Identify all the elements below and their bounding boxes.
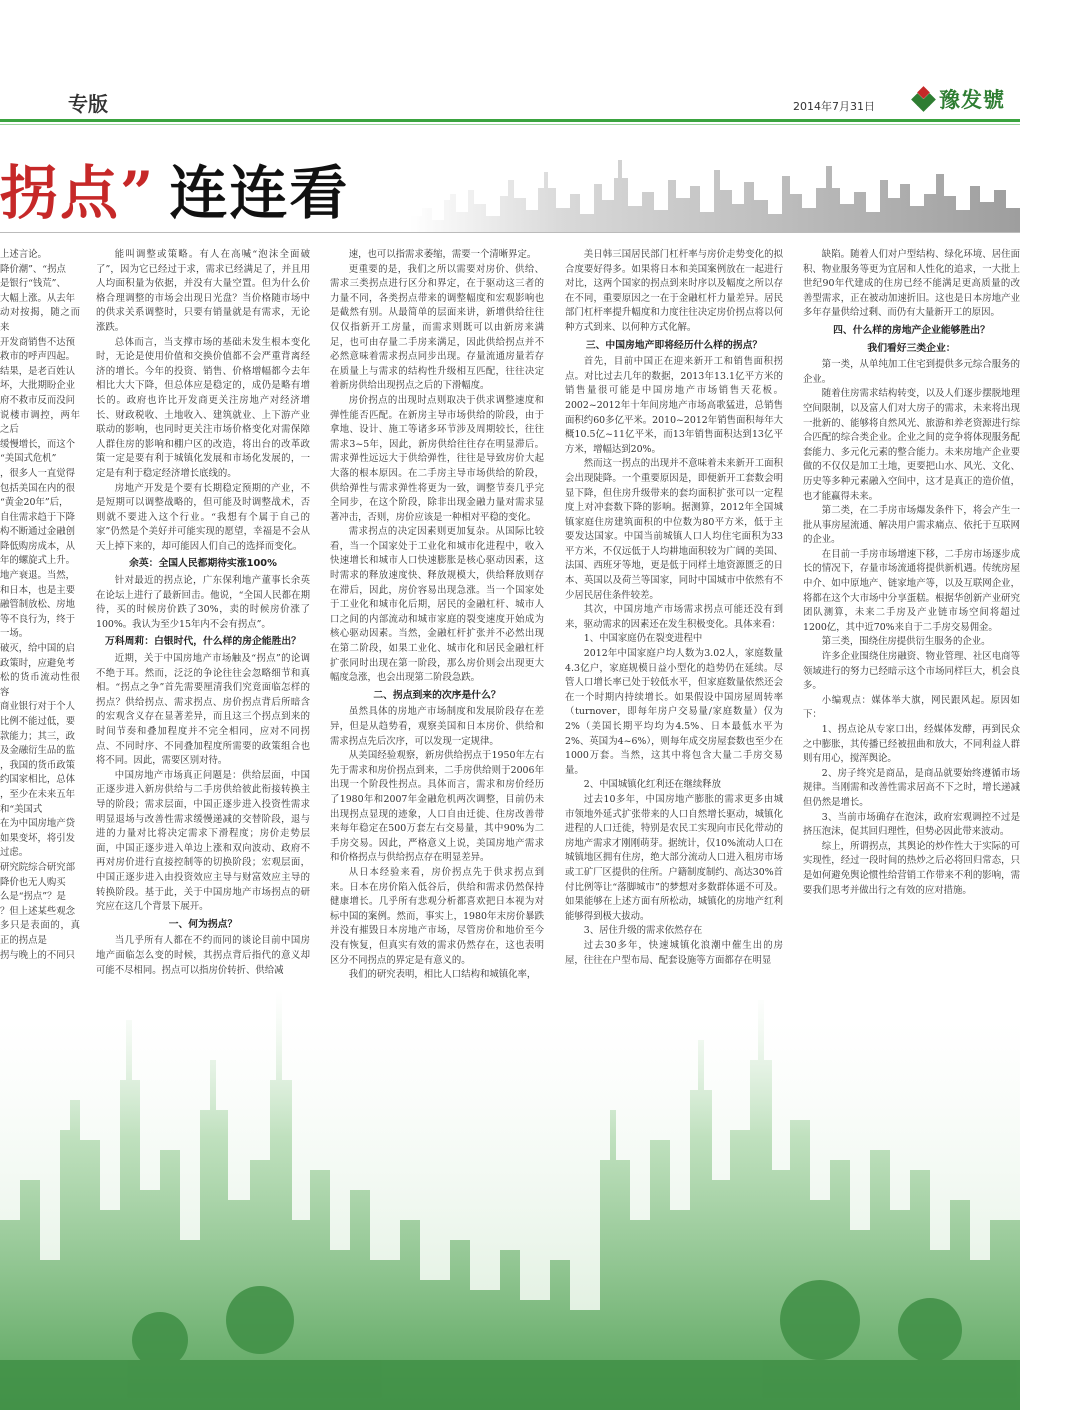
paragraph: 1、拐点论从专家口出，经媒体发酵，再到民众之中膨胀，其传播已经被扭曲和放大，不同利益人群则有用心，搅浑舆论。: [803, 724, 1020, 765]
paragraph: 速，也可以指需求萎缩，需要一个清晰界定。: [348, 249, 537, 260]
paragraph: 2、房子终究是商品，是商品就要始终遵循市场规律。当刚需和改善性需求居高不下之时，增长递减但仍然是增长。: [803, 767, 1020, 808]
paragraph: 上述言论。: [0, 249, 47, 260]
paragraph: 是银行“钱荒”、: [0, 278, 66, 290]
paragraph: 比例不能过低，要: [0, 716, 76, 727]
header-rule: [0, 119, 1020, 122]
paragraph: 地产衰退。当然，: [0, 570, 76, 582]
paragraph: ，至少在未来五年: [0, 788, 76, 800]
paragraph: 包括美国在内的很: [0, 482, 76, 494]
paragraph: 拐与晚上的不同只: [0, 949, 76, 961]
paragraph: 一场。: [0, 628, 29, 640]
paragraph: 过去10多年，中国房地产膨胀的需求更多由城市领地外延式扩张带来的人口自然增长驱动，城镇化进程的人口迁徙，特别是农民工实现向市民化带动的房地产需求才刚刚萌芽。据统计，仅10%流动人口在城镇地区拥有住房，绝大部分流动人口进入租房市场或工矿厂区提供的住所。户籍制度制约、高达30%首付比例等让“落脚城市”的梦想对多数群体遥不可及。如果能够在上述方面有所松动，城镇化的房地产红利能够得到极大拔动。: [565, 793, 783, 922]
paragraph: 研究院综合研究部: [0, 861, 76, 873]
paragraph: 小编观点：媒体举大旗，网民跟风起。原因如下：: [803, 694, 1020, 721]
paragraph: 其次，中国房地产市场需求拐点可能还没有到来，驱动需求的因素还在发生积极变化。具体来看：: [565, 604, 783, 630]
paragraph: 美日韩三国居民部门杠杆率与房价走势变化的拟合度要好得多。如果将日本和美国案例放在一起进行对比，这两个国家的拐点到来时序以及幅度之所以存在不同，重要原因之一在于金融杠杆力量差异。居民部门杠杆率提升幅度和力度往往决定房价拐点将以何种方式到来、以何种方式化解。: [565, 249, 783, 333]
paragraph: 从日本经验来看，房价拐点先于供求拐点到来。日本在房价陷入低谷后，供给和需求仍然保持健康增长。几乎所有悲观分析都喜欢把日本视为对标中国的案例。然而，事实上，1980年末房价暴跌并没有摧毁日本房地产市场，尽管房价和地价至今没有恢复，但真实有效的需求仍然存在，这也表明区分不同拐点的界定是有意义的。: [330, 866, 544, 966]
paragraph: 和日本，也是主要: [0, 584, 76, 596]
green-city-illustration: [0, 960, 1020, 1410]
paragraph: 降价也无人购买: [0, 876, 66, 888]
paragraph: 政策时，应避免考: [0, 657, 76, 669]
paragraph: 救市的呼声四起。: [0, 351, 76, 363]
paragraph: 破灭，给中国的启: [0, 643, 76, 655]
paragraph: 缺陷。随着人们对户型结构、绿化环境、居住面积、物业服务等更为宜居和人性化的追求，一大批上世纪90年代建成的住房已经不能满足更高质量的改善型需求，正在被动加速折旧。这也是日本房地产业多年存量供给过剩、而仍有大量新开工的原因。: [803, 249, 1020, 319]
paragraph: 缓慢增长，而这个: [0, 438, 76, 450]
paragraph: ？但上述某些观念: [0, 905, 76, 917]
paragraph: 2012年中国家庭户均人数为3.02人，家庭数量4.3亿户，家庭规模日益小型化的趋势仍在延续。尽管人口增长率已处于较低水平，但家庭数量依然还会在一个时期内持续增长。如果假设中国房屋周转率（turnover，即每年房户交易量/家庭数量）仅为2%（美国长期平均均为4.5%、日本最低水平为2%、英国为4~6%），则每年成交房屋套数也至少在1000万套。当然，这其中将包含大量二手房交易量。: [565, 648, 783, 776]
paragraph: 3、当前市场确存在泡沫，政府宏观调控不过是挤压泡沫，促其回归理性，但势必因此带来波动。: [803, 811, 1020, 838]
paragraph: 从美国经验观察，新房供给拐点于1950年左右先于需求和房价拐点到来，二手房供给则于2006年出现一个阶段性拐点。具体而言，需求和房价经历了1980年和2007年金融危机两次调整，目前仍未出现拐点显现的迹象，人口自由迁徙、住房改善带来每年稳定在500万套左右交易量，其中90%为二手房交易。因此，严格意义上说，美国房地产需求和价格拐点与供给拐点存在明显差异。: [330, 750, 544, 864]
paragraph: 房价拐点的出现时点则取决于供求调整速度和弹性能否匹配。在新房主导市场供给的阶段，由于拿地、设计、施工等诸多环节涉及周期较长，往往需求3~5年，因此，新房供给往往存在明显滞后。需求弹性远远大于供给弹性，往往是导致房价大起大落的根本原因。在二手房主导市场供给的阶段，供给弹性与需求弹性将更为一致，调整节奏几乎完全同步，在这个阶段，除非出现金融力量对需求显著冲击，否则，房价应该是一种相对平稳的变化。: [330, 394, 544, 523]
paragraph: 1、中国家庭仍在裂变进程中: [583, 633, 703, 645]
section-heading: 万科周莉：白银时代，什么样的房企能胜出？: [105, 636, 301, 648]
column-3: [330, 248, 544, 981]
paragraph: 说楼市调控，两年之后: [0, 409, 80, 436]
section-heading: 二、拐点到来的次序是什么？: [373, 689, 501, 701]
paragraph: 及金融衍生品的监: [0, 745, 76, 757]
paragraph: “美国式危机”: [0, 453, 57, 465]
paragraph: 如果变坏，将引发: [0, 832, 76, 844]
column-4: [565, 248, 783, 966]
paragraph: 和“美国式: [0, 803, 43, 815]
section-heading: 余英：全国人民都期待实涨100%: [129, 558, 277, 570]
paragraph: 在目前一手房市场增速下移，二手房市场逐步成长的情况下，存量市场流通将提供新机遇。传统房屋中介、如中原地产、链家地产等，以及互联网企业，将都在这个大市场中分享蛋糕。根据华创新产业研究团队测算，未来二手房及产业链市场空间将超过1200亿，其中近70%来自于二手房交易佣金。: [803, 548, 1020, 633]
paragraph: “黄金20年”后，: [0, 497, 69, 509]
skyline-banner: [410, 150, 1020, 232]
section-heading: 一、何为拐点？: [168, 918, 238, 930]
paragraph: 商业银行对于个人: [0, 701, 76, 713]
column-5: [803, 248, 1020, 896]
paragraph: 第三类，围绕住房提供衍生服务的企业。: [821, 636, 991, 648]
paragraph: 结果，是老百姓认: [0, 365, 76, 377]
logo-text: 豫发號: [939, 87, 1005, 112]
paragraph: 房地产开发是个要有长期稳定预期的产业，不是短期可以调整战略的，但可能及时调整战术，否则就不要进入这个行业。“我想有个属于自己的家”仍然是个美好并可能实现的愿望，幸福是不会从天上掉下来的，却可能因人们自己的选择而变化。: [96, 482, 310, 552]
paragraph: 随着住房需求结构转变，以及人们逐步摆脱地理空间限制，以及富人们对大房子的需求，未来将出现一批新的、能够将自然风光、旅游和养老资源进行综合匹配的综合类企业。企业之间的竞争将体现服务配套能力、多元化元素的整合能力。未来房地产企业要做的不仅仅是加工土地，更要把山水、风光、文化、历史等多种元素融入空间中，这才是真正的造价值，也才能赢得未来。: [803, 388, 1020, 502]
paragraph: 过去30多年，快速城镇化浪潮中催生出的房屋，往往在户型布局、配套设施等方面都存在明显: [565, 939, 783, 966]
paragraph: ，很多人一直觉得: [0, 467, 76, 479]
paragraph: 能叫调整或策略。有人在高喊“泡沫全面破了”，因为它已经过于求，需求已经满足了，并且用人均面积量为依据，并没有大量空置。但为什么价格合理调整的市场会出现日光盘？当价格随市场中的供求关系调整时，只要有销量就是有需求，无论涨跌。: [96, 249, 310, 333]
headline: [0, 146, 349, 230]
paragraph: 虽然具体的房地产市场制度和发展阶段存在差异，但是从趋势看，观察美国和日本房价、供给和需求拐点先后次序，可以发现一定规律。: [330, 706, 544, 747]
column-1: [0, 248, 80, 961]
paragraph: 降低购房成本，从: [0, 540, 76, 552]
paragraph: 近期，关于中国房地产市场触及“拐点”的论调不绝于耳。然而，泛泛的争论往往会忽略细节和真相。“拐点之争”首先需要厘清我们究竟面临怎样的拐点？供给拐点、需求拐点、房价拐点背后所暗含的宏观含义存在显著差异，而且这三个拐点到来的时间节奏和叠加程度并不完全相同，应对不同拐点、不同时序、不同叠加程度所需要的政策组合也将不同。因此，需要区别对待。: [96, 653, 310, 767]
paragraph: 大幅上涨。从去年: [0, 292, 76, 304]
paragraph: 降价潮”、“拐点: [0, 263, 66, 275]
paragraph: 当几乎所有人都在不约而同的谈论目前中国房地产面临怎么变的时候，其拐点背后指代的意义却可能不尽相同。拐点可以指房价转折、供给减: [96, 935, 310, 976]
paragraph: 2、中国城镇化红利还在继续释放: [583, 779, 722, 791]
paragraph: 然而这一拐点的出现并不意味着未来新开工面积会出现陡降。一个重要原因是，即便新开工套数会明显下降，但住房升级带来的套均面积扩张可以一定程度上对冲套数下降的影响。据测算，2012年全国城镇家庭住房建筑面积的中位数为80平方米，低于主要发达国家。中国当前城镇人口人均住宅面积为33平方米，不仅远低于人均耕地面积较为广阔的美国、法国、西班牙等地，更是低于同样土地资源匮乏的日本、英国以及荷兰等国家，同时中国城市中依然有不少居民居住条件较差。: [565, 458, 783, 601]
paragraph: 松的货币流动性很容: [0, 672, 80, 698]
logo-diamond-icon: [913, 88, 935, 110]
paragraph: 总体而言，当支撑市场的基础未发生根本变化时，无论是使用价值和交换价值都不会严重背离经济的增长。今年的投资、销售、价格增幅都今去年相比大大下降，但总体应是稳定的，成仍是略有增长的。政府也许比开发商更关注房地产对经济增长、财政税收、土地收入、建筑就业、上下游产业联动的影响，也同时更关注市场价格变化对需保障人群住房的影响和棚户区的改造，将出台的改革政策一定是要有利于城镇化发展和市场化发展的，一定是有利于稳定经济增长底线的。: [96, 336, 310, 479]
paragraph: 融管制放松、房地: [0, 599, 76, 611]
paragraph: 年的螺旋式上升。: [0, 555, 76, 567]
paragraph: 等不良行为，终于: [0, 613, 76, 625]
header-rule-thin: [0, 124, 1020, 125]
section-heading: 我们看好三类企业：: [867, 342, 956, 354]
paragraph: ，我国的货币政策: [0, 759, 76, 771]
paragraph: 综上，所谓拐点，其舆论的炒作性大于实际的可实现性，经过一段时间的热炒之后必将回归常态，只是如何避免舆论惯性给营销工作带来不利的影响，需要我们思考并做出行之有效的应对措施。: [803, 840, 1020, 896]
column-2: [96, 248, 310, 976]
paragraph: 么是“拐点”？是: [0, 891, 66, 903]
headline-red: 拐点”: [0, 159, 156, 227]
paragraph: 首先，目前中国正在迎来新开工和销售面积拐点。对比过去几年的数据，2013年13.1亿平方米的销售量很可能是中国房地产市场销售天花板。2002~2012年十年间房地产市场高歌猛进，总销售面积约60多亿平米。2010~2012年销售面积每年大概10.5亿~11亿平米，而13年销售面积达到13亿平方米，增幅达到20%。: [565, 356, 783, 455]
section-label: 专版: [68, 92, 108, 116]
paragraph: 我们的研究表明，相比人口结构和城镇化率，: [348, 969, 537, 981]
headline-black: 连连看: [169, 159, 350, 227]
paragraph: 第二类，在二手房市场爆发条件下，将会产生一批从事房屋流通、解决用户需求痛点、依托于互联网的企业。: [803, 505, 1020, 546]
paragraph: 款能力；其三，政: [0, 730, 76, 742]
paragraph: 自住需求趋于下降: [0, 511, 76, 523]
paragraph: 坏，大批期盼企业: [0, 380, 76, 392]
paragraph: 多只是表面的，真正的拐点是: [0, 920, 80, 946]
paragraph: 开发商销售不达预: [0, 336, 76, 348]
paragraph: 更重要的是，我们之所以需要对房价、供给、需求三类拐点进行区分和界定，在于驱动这三者的力量不同，各类拐点带来的调整幅度和宏观影响也是截然有别。从最简单的层面来讲，新增供给往往仅仅指新开工房量，而需求则既可以由新房来满足，也可由存量二手房来满足，因此供给拐点并不必然意味着需求拐点同步出现。存量流通房量若存在质量上与需求的结构性升级相互匹配，往往决定着新房供给出现拐点之后的下滑幅度。: [330, 263, 544, 392]
paragraph: 动对按揭，随之而来: [0, 307, 80, 333]
paragraph: 针对最近的拐点论，广东保利地产董事长余英在论坛上进行了最新回击。他说，“全国人民都在期待，买的时候房价跌了30%，卖的时候房价涨了100%。我认为至少15年内不会有拐点”。: [96, 575, 310, 630]
paragraph: 构不断通过金融创: [0, 526, 76, 538]
section-heading: 三、中国房地产即将经历什么样的拐点？: [585, 339, 763, 351]
paragraph: 需求拐点的决定因素则更加复杂。从国际比较看，当一个国家处于工业化和城市化进程中，收入快速增长和城市人口快速膨胀是核心驱动因素，这时需求的释放速度快、释放规模大，供给释放则存在滞后，因此，房价容易出现急涨。当一个国家处于工业化和城市化后期，居民的金融杠杆、城市人口之间的内部流动和城市家庭的裂变速度开始成为核心驱动因素。当然，金融杠杆扩张并不必然出现在第二阶段，如果工业化、城市化和居民金融杠杆扩张同时出现在第一阶段，那么房价则会出现更大幅度急涨，也会出现第二阶段急跌。: [330, 526, 544, 684]
paragraph: 3、居住升级的需求依然存在: [583, 925, 703, 937]
masthead-logo: [913, 84, 1005, 114]
paragraph: 中国房地产市场真正问题是：供给层面，中国正逐步进入新房供给与二手房供给彼此衔接转换主导的阶段；需求层面，中国正逐步进入投资性需求明显退场与改善性需求缓慢递减的交替阶段，退与进的力量对比将决定需求下滑程度；房价走势层面，中国正逐步进入单边上涨和双向波动、政府不再对房价进行直接控制等的切换阶段；宏观层面，中国正逐步进入由投资效应主导与财富效应主导的转换阶段。基于此，关于中国房地产市场拐点的研究应在这几个背景下展开。: [96, 769, 310, 913]
paragraph: 约国家相比，总体: [0, 774, 76, 786]
title-band-rule: [0, 232, 1020, 233]
paragraph: 第一类，从单纯加工住宅到提供多元综合服务的企业。: [803, 359, 1020, 385]
section-heading: 四、什么样的房地产企业能够胜出？: [833, 324, 990, 336]
paragraph: 府不救市反而没问: [0, 394, 76, 406]
paragraph: 在为中国房地产贷: [0, 818, 76, 830]
paragraph: 过虑。: [0, 847, 29, 859]
paragraph: 许多企业围绕住房融资、物业管理、社区电商等领域进行的努力已经暗示这个市场同样巨大，机会良多。: [803, 651, 1020, 692]
issue-date: 2014年7月31日: [793, 100, 875, 113]
